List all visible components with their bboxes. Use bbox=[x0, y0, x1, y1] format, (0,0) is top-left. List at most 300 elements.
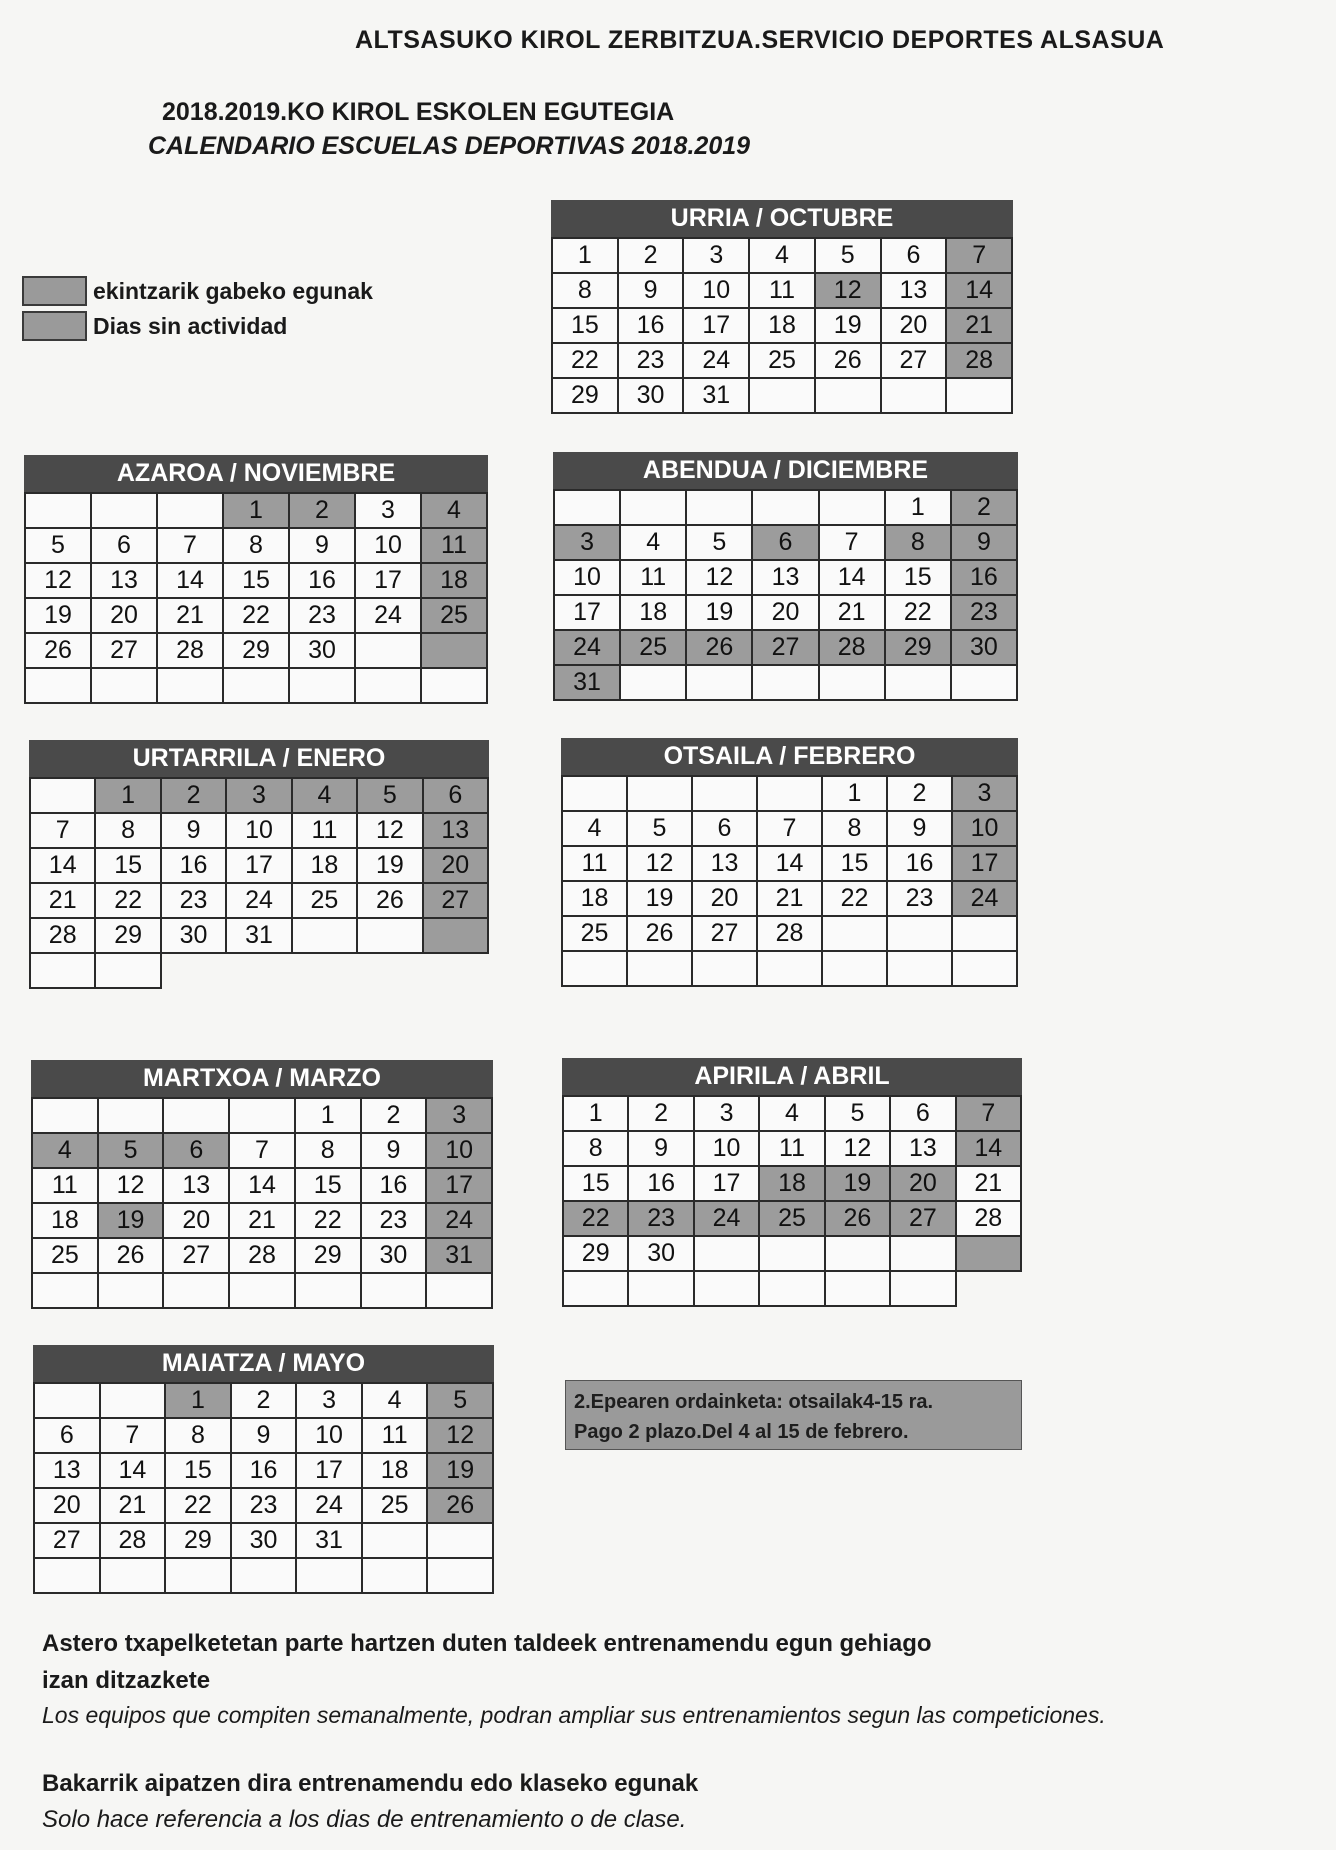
day-cell: 18 bbox=[621, 596, 687, 631]
day-cell: 11 bbox=[621, 561, 687, 596]
empty-day-cell bbox=[296, 1274, 362, 1309]
day-cell: 3 bbox=[555, 526, 621, 561]
day-cell: 28 bbox=[230, 1239, 296, 1274]
day-cell: 25 bbox=[563, 917, 628, 952]
day-cell: 14 bbox=[101, 1454, 167, 1489]
day-cell: 30 bbox=[232, 1524, 298, 1559]
day-cell: 11 bbox=[33, 1169, 99, 1204]
day-cell: 7 bbox=[158, 529, 224, 564]
day-cell: 3 bbox=[356, 494, 422, 529]
day-cell: 1 bbox=[564, 1097, 629, 1132]
day-cell: 26 bbox=[816, 344, 882, 379]
payment-note bbox=[565, 1380, 1022, 1450]
empty-day-cell bbox=[628, 952, 693, 987]
day-cell: 18 bbox=[422, 564, 488, 599]
day-cell: 29 bbox=[224, 634, 290, 669]
footer-spanish-line-2: Solo hace referencia a los dias de entrenamiento o de clase. bbox=[42, 1806, 687, 1833]
day-grid bbox=[24, 492, 488, 704]
empty-day-cell bbox=[693, 952, 758, 987]
day-cell: 17 bbox=[555, 596, 621, 631]
day-cell: 6 bbox=[424, 779, 489, 814]
day-cell: 30 bbox=[162, 919, 227, 954]
day-cell: 23 bbox=[232, 1489, 298, 1524]
day-cell: 16 bbox=[619, 309, 685, 344]
day-cell: 19 bbox=[358, 849, 423, 884]
month-title: APIRILA / ABRIL bbox=[562, 1058, 1022, 1095]
empty-day-cell bbox=[290, 669, 356, 704]
empty-day-cell bbox=[760, 1237, 825, 1272]
day-cell: 12 bbox=[358, 814, 423, 849]
day-cell: 22 bbox=[224, 599, 290, 634]
day-cell: 13 bbox=[92, 564, 158, 599]
day-cell: 18 bbox=[33, 1204, 99, 1239]
day-cell: 10 bbox=[427, 1134, 493, 1169]
empty-day-cell bbox=[99, 1274, 165, 1309]
day-cell: 25 bbox=[621, 631, 687, 666]
day-cell: 4 bbox=[422, 494, 488, 529]
day-cell: 4 bbox=[33, 1134, 99, 1169]
day-cell: 1 bbox=[553, 239, 619, 274]
empty-day-cell bbox=[427, 1274, 493, 1309]
payment-note-basque: 2.Epearen ordainketa: otsailak4-15 ra. bbox=[574, 1391, 934, 1413]
day-cell: 27 bbox=[891, 1202, 956, 1237]
empty-day-cell bbox=[687, 491, 753, 526]
day-cell: 31 bbox=[684, 379, 750, 414]
day-cell: 18 bbox=[563, 882, 628, 917]
day-cell: 6 bbox=[753, 526, 819, 561]
day-cell: 28 bbox=[158, 634, 224, 669]
empty-day-cell bbox=[888, 952, 953, 987]
day-cell: 20 bbox=[92, 599, 158, 634]
empty-day-cell bbox=[422, 669, 488, 704]
day-cell: 5 bbox=[428, 1384, 494, 1419]
day-cell: 12 bbox=[816, 274, 882, 309]
empty-day-cell bbox=[826, 1237, 891, 1272]
day-cell: 18 bbox=[760, 1167, 825, 1202]
day-cell: 24 bbox=[297, 1489, 363, 1524]
day-cell: 25 bbox=[750, 344, 816, 379]
empty-day-cell bbox=[629, 1272, 694, 1307]
day-cell: 14 bbox=[31, 849, 96, 884]
day-cell: 17 bbox=[684, 309, 750, 344]
day-cell: 2 bbox=[952, 491, 1018, 526]
month-title: OTSAILA / FEBRERO bbox=[561, 738, 1018, 775]
day-cell: 8 bbox=[166, 1419, 232, 1454]
day-cell: 25 bbox=[760, 1202, 825, 1237]
day-cell: 2 bbox=[619, 239, 685, 274]
day-cell: 22 bbox=[823, 882, 888, 917]
day-cell: 9 bbox=[162, 814, 227, 849]
day-cell: 3 bbox=[695, 1097, 760, 1132]
day-cell: 9 bbox=[362, 1134, 428, 1169]
empty-day-cell bbox=[356, 634, 422, 669]
empty-day-cell bbox=[158, 669, 224, 704]
day-cell: 3 bbox=[297, 1384, 363, 1419]
day-cell: 30 bbox=[619, 379, 685, 414]
day-cell: 3 bbox=[227, 779, 292, 814]
empty-day-cell bbox=[424, 919, 489, 954]
day-cell: 25 bbox=[293, 884, 358, 919]
empty-day-cell bbox=[297, 1559, 363, 1594]
day-cell: 8 bbox=[564, 1132, 629, 1167]
day-cell: 4 bbox=[563, 812, 628, 847]
day-cell: 13 bbox=[753, 561, 819, 596]
footer-spanish-line-1: Los equipos que compiten semanalmente, podran ampliar sus entrenamientos segun las competiciones. bbox=[42, 1702, 1106, 1728]
day-cell: 14 bbox=[158, 564, 224, 599]
empty-day-cell bbox=[953, 917, 1018, 952]
day-cell: 4 bbox=[750, 239, 816, 274]
day-cell: 15 bbox=[886, 561, 952, 596]
day-grid bbox=[551, 237, 1013, 414]
day-cell: 29 bbox=[886, 631, 952, 666]
day-cell: 15 bbox=[823, 847, 888, 882]
month-title: MAIATZA / MAYO bbox=[33, 1345, 494, 1382]
day-cell: 30 bbox=[290, 634, 356, 669]
legend-label-spanish: Dias sin actividad bbox=[93, 312, 288, 339]
day-cell: 9 bbox=[952, 526, 1018, 561]
empty-day-cell bbox=[35, 1559, 101, 1594]
empty-day-cell bbox=[224, 669, 290, 704]
empty-day-cell bbox=[826, 1272, 891, 1307]
day-cell: 23 bbox=[290, 599, 356, 634]
day-cell: 4 bbox=[621, 526, 687, 561]
day-cell: 6 bbox=[693, 812, 758, 847]
day-cell: 10 bbox=[227, 814, 292, 849]
day-cell: 5 bbox=[26, 529, 92, 564]
day-cell: 24 bbox=[356, 599, 422, 634]
day-cell: 9 bbox=[290, 529, 356, 564]
day-cell: 19 bbox=[628, 882, 693, 917]
day-cell: 8 bbox=[296, 1134, 362, 1169]
empty-day-cell bbox=[891, 1272, 956, 1307]
day-cell: 27 bbox=[35, 1524, 101, 1559]
day-cell: 4 bbox=[293, 779, 358, 814]
month-january bbox=[29, 740, 489, 989]
legend-row-spanish bbox=[22, 311, 287, 341]
empty-day-cell bbox=[695, 1237, 760, 1272]
day-cell: 14 bbox=[820, 561, 886, 596]
day-cell: 20 bbox=[891, 1167, 956, 1202]
empty-day-cell bbox=[363, 1559, 429, 1594]
day-cell: 3 bbox=[953, 777, 1018, 812]
day-cell: 13 bbox=[891, 1132, 956, 1167]
month-march bbox=[31, 1060, 493, 1309]
day-cell: 12 bbox=[26, 564, 92, 599]
day-cell: 16 bbox=[888, 847, 953, 882]
empty-day-cell bbox=[952, 666, 1018, 701]
empty-day-cell bbox=[362, 1274, 428, 1309]
day-cell: 17 bbox=[695, 1167, 760, 1202]
month-april bbox=[562, 1058, 1022, 1307]
day-cell: 29 bbox=[96, 919, 161, 954]
day-cell: 10 bbox=[356, 529, 422, 564]
day-cell: 29 bbox=[296, 1239, 362, 1274]
day-cell: 28 bbox=[820, 631, 886, 666]
day-cell: 13 bbox=[882, 274, 948, 309]
day-cell: 15 bbox=[96, 849, 161, 884]
day-cell: 5 bbox=[826, 1097, 891, 1132]
empty-day-cell bbox=[422, 634, 488, 669]
day-cell: 27 bbox=[753, 631, 819, 666]
day-cell: 23 bbox=[619, 344, 685, 379]
empty-day-cell bbox=[760, 1272, 825, 1307]
empty-day-cell bbox=[563, 777, 628, 812]
day-cell: 18 bbox=[750, 309, 816, 344]
empty-day-cell bbox=[31, 779, 96, 814]
day-cell: 17 bbox=[297, 1454, 363, 1489]
day-cell: 10 bbox=[695, 1132, 760, 1167]
day-cell: 14 bbox=[230, 1169, 296, 1204]
empty-day-cell bbox=[158, 494, 224, 529]
day-cell: 5 bbox=[99, 1134, 165, 1169]
day-cell: 14 bbox=[758, 847, 823, 882]
day-grid bbox=[553, 489, 1018, 701]
empty-day-cell bbox=[820, 666, 886, 701]
day-cell: 20 bbox=[164, 1204, 230, 1239]
day-cell: 3 bbox=[427, 1099, 493, 1134]
day-cell: 27 bbox=[424, 884, 489, 919]
day-cell: 8 bbox=[553, 274, 619, 309]
day-cell: 3 bbox=[684, 239, 750, 274]
day-cell: 25 bbox=[33, 1239, 99, 1274]
day-cell: 22 bbox=[296, 1204, 362, 1239]
day-cell: 2 bbox=[162, 779, 227, 814]
day-cell: 21 bbox=[957, 1167, 1022, 1202]
empty-day-cell bbox=[820, 491, 886, 526]
empty-day-cell bbox=[758, 777, 823, 812]
day-cell: 10 bbox=[297, 1419, 363, 1454]
empty-day-cell bbox=[563, 952, 628, 987]
day-cell: 19 bbox=[99, 1204, 165, 1239]
day-cell: 6 bbox=[92, 529, 158, 564]
month-november bbox=[24, 455, 488, 704]
day-cell: 8 bbox=[886, 526, 952, 561]
day-cell: 18 bbox=[363, 1454, 429, 1489]
legend-label-basque: ekintzarik gabeko egunak bbox=[93, 277, 373, 304]
day-cell: 13 bbox=[164, 1169, 230, 1204]
day-cell: 6 bbox=[891, 1097, 956, 1132]
day-cell: 9 bbox=[629, 1132, 694, 1167]
day-cell: 31 bbox=[227, 919, 292, 954]
day-cell: 7 bbox=[101, 1419, 167, 1454]
day-cell: 20 bbox=[693, 882, 758, 917]
day-cell: 11 bbox=[422, 529, 488, 564]
empty-day-cell bbox=[823, 917, 888, 952]
empty-day-cell bbox=[687, 666, 753, 701]
empty-day-cell bbox=[33, 1274, 99, 1309]
day-cell: 10 bbox=[953, 812, 1018, 847]
day-cell: 31 bbox=[427, 1239, 493, 1274]
day-cell: 17 bbox=[427, 1169, 493, 1204]
empty-day-cell bbox=[564, 1272, 629, 1307]
day-cell: 21 bbox=[158, 599, 224, 634]
empty-day-cell bbox=[621, 491, 687, 526]
day-cell: 24 bbox=[953, 882, 1018, 917]
month-october bbox=[551, 200, 1013, 414]
month-title: AZAROA / NOVIEMBRE bbox=[24, 455, 488, 492]
day-cell: 1 bbox=[224, 494, 290, 529]
month-title: ABENDUA / DICIEMBRE bbox=[553, 452, 1018, 489]
empty-day-cell bbox=[947, 379, 1013, 414]
day-cell: 22 bbox=[553, 344, 619, 379]
empty-day-cell bbox=[823, 952, 888, 987]
empty-day-cell bbox=[882, 379, 948, 414]
day-cell: 24 bbox=[555, 631, 621, 666]
day-cell: 6 bbox=[164, 1134, 230, 1169]
day-cell: 16 bbox=[290, 564, 356, 599]
day-cell: 28 bbox=[31, 919, 96, 954]
day-cell: 5 bbox=[628, 812, 693, 847]
day-cell: 15 bbox=[296, 1169, 362, 1204]
empty-day-cell bbox=[888, 917, 953, 952]
day-cell: 26 bbox=[428, 1489, 494, 1524]
day-cell: 27 bbox=[92, 634, 158, 669]
day-cell: 16 bbox=[232, 1454, 298, 1489]
day-cell: 7 bbox=[820, 526, 886, 561]
payment-note-spanish: Pago 2 plazo.Del 4 al 15 de febrero. bbox=[574, 1421, 909, 1443]
day-cell: 12 bbox=[826, 1132, 891, 1167]
day-cell: 15 bbox=[564, 1167, 629, 1202]
day-cell: 16 bbox=[952, 561, 1018, 596]
empty-day-cell bbox=[164, 1274, 230, 1309]
day-cell: 21 bbox=[230, 1204, 296, 1239]
day-cell: 22 bbox=[166, 1489, 232, 1524]
day-cell: 8 bbox=[224, 529, 290, 564]
day-cell: 22 bbox=[886, 596, 952, 631]
day-cell: 19 bbox=[826, 1167, 891, 1202]
day-cell: 16 bbox=[362, 1169, 428, 1204]
empty-day-cell bbox=[363, 1524, 429, 1559]
day-cell: 12 bbox=[628, 847, 693, 882]
empty-day-cell bbox=[358, 919, 423, 954]
day-grid bbox=[561, 775, 1018, 987]
footer-basque-line-3: Bakarrik aipatzen dira entrenamendu edo klaseko egunak bbox=[42, 1770, 699, 1797]
day-cell: 17 bbox=[356, 564, 422, 599]
day-cell: 19 bbox=[816, 309, 882, 344]
calendar-title-basque: 2018.2019.KO KIROL ESKOLEN EGUTEGIA bbox=[162, 98, 675, 126]
day-cell: 21 bbox=[31, 884, 96, 919]
footer-basque-line-2: izan ditzazkete bbox=[42, 1667, 211, 1694]
empty-day-cell bbox=[891, 1237, 956, 1272]
day-cell: 1 bbox=[823, 777, 888, 812]
day-cell: 6 bbox=[882, 239, 948, 274]
empty-day-cell bbox=[35, 1384, 101, 1419]
empty-day-cell bbox=[26, 494, 92, 529]
day-cell: 27 bbox=[164, 1239, 230, 1274]
day-cell: 11 bbox=[293, 814, 358, 849]
empty-day-cell bbox=[758, 952, 823, 987]
empty-day-cell bbox=[621, 666, 687, 701]
day-cell: 4 bbox=[363, 1384, 429, 1419]
empty-day-cell bbox=[753, 491, 819, 526]
empty-day-cell bbox=[31, 954, 96, 989]
day-cell: 14 bbox=[947, 274, 1013, 309]
day-cell: 30 bbox=[629, 1237, 694, 1272]
empty-day-cell bbox=[96, 954, 161, 989]
day-cell: 24 bbox=[227, 884, 292, 919]
day-cell: 21 bbox=[758, 882, 823, 917]
day-cell: 30 bbox=[362, 1239, 428, 1274]
day-cell: 2 bbox=[290, 494, 356, 529]
day-cell: 20 bbox=[424, 849, 489, 884]
day-cell: 5 bbox=[358, 779, 423, 814]
empty-day-cell bbox=[628, 777, 693, 812]
day-cell: 7 bbox=[230, 1134, 296, 1169]
day-cell: 12 bbox=[99, 1169, 165, 1204]
day-cell: 31 bbox=[555, 666, 621, 701]
empty-day-cell bbox=[886, 666, 952, 701]
day-cell: 30 bbox=[952, 631, 1018, 666]
empty-day-cell bbox=[230, 1099, 296, 1134]
day-cell: 17 bbox=[953, 847, 1018, 882]
day-cell: 12 bbox=[687, 561, 753, 596]
empty-day-cell bbox=[428, 1524, 494, 1559]
empty-day-cell bbox=[555, 491, 621, 526]
day-cell: 24 bbox=[684, 344, 750, 379]
day-cell: 7 bbox=[758, 812, 823, 847]
day-cell: 25 bbox=[363, 1489, 429, 1524]
day-cell: 7 bbox=[957, 1097, 1022, 1132]
day-cell: 2 bbox=[362, 1099, 428, 1134]
day-cell: 27 bbox=[693, 917, 758, 952]
day-cell: 9 bbox=[232, 1419, 298, 1454]
day-grid bbox=[562, 1095, 1022, 1307]
day-cell: 13 bbox=[693, 847, 758, 882]
day-cell: 29 bbox=[553, 379, 619, 414]
empty-day-cell bbox=[753, 666, 819, 701]
day-cell: 23 bbox=[629, 1202, 694, 1237]
day-cell: 18 bbox=[293, 849, 358, 884]
empty-day-cell bbox=[164, 1099, 230, 1134]
day-cell: 8 bbox=[823, 812, 888, 847]
day-cell: 19 bbox=[26, 599, 92, 634]
day-cell: 28 bbox=[947, 344, 1013, 379]
day-cell: 28 bbox=[758, 917, 823, 952]
day-cell: 27 bbox=[882, 344, 948, 379]
day-cell: 23 bbox=[362, 1204, 428, 1239]
empty-day-cell bbox=[92, 669, 158, 704]
day-cell: 2 bbox=[232, 1384, 298, 1419]
day-cell: 13 bbox=[35, 1454, 101, 1489]
day-cell: 22 bbox=[96, 884, 161, 919]
day-cell: 26 bbox=[358, 884, 423, 919]
empty-day-cell bbox=[33, 1099, 99, 1134]
day-cell: 1 bbox=[166, 1384, 232, 1419]
day-cell: 17 bbox=[227, 849, 292, 884]
day-cell: 13 bbox=[424, 814, 489, 849]
day-cell: 6 bbox=[35, 1419, 101, 1454]
empty-day-cell bbox=[101, 1559, 167, 1594]
empty-day-cell bbox=[232, 1559, 298, 1594]
day-cell: 9 bbox=[888, 812, 953, 847]
day-cell: 26 bbox=[826, 1202, 891, 1237]
empty-day-cell bbox=[230, 1274, 296, 1309]
day-cell: 26 bbox=[628, 917, 693, 952]
day-cell: 11 bbox=[563, 847, 628, 882]
day-cell: 29 bbox=[564, 1237, 629, 1272]
empty-day-cell bbox=[166, 1559, 232, 1594]
day-cell: 10 bbox=[684, 274, 750, 309]
day-cell: 28 bbox=[957, 1202, 1022, 1237]
day-cell: 21 bbox=[101, 1489, 167, 1524]
day-cell: 9 bbox=[619, 274, 685, 309]
day-cell: 26 bbox=[99, 1239, 165, 1274]
day-cell: 20 bbox=[753, 596, 819, 631]
day-cell: 24 bbox=[695, 1202, 760, 1237]
day-cell: 5 bbox=[816, 239, 882, 274]
day-cell: 16 bbox=[162, 849, 227, 884]
day-cell: 2 bbox=[888, 777, 953, 812]
